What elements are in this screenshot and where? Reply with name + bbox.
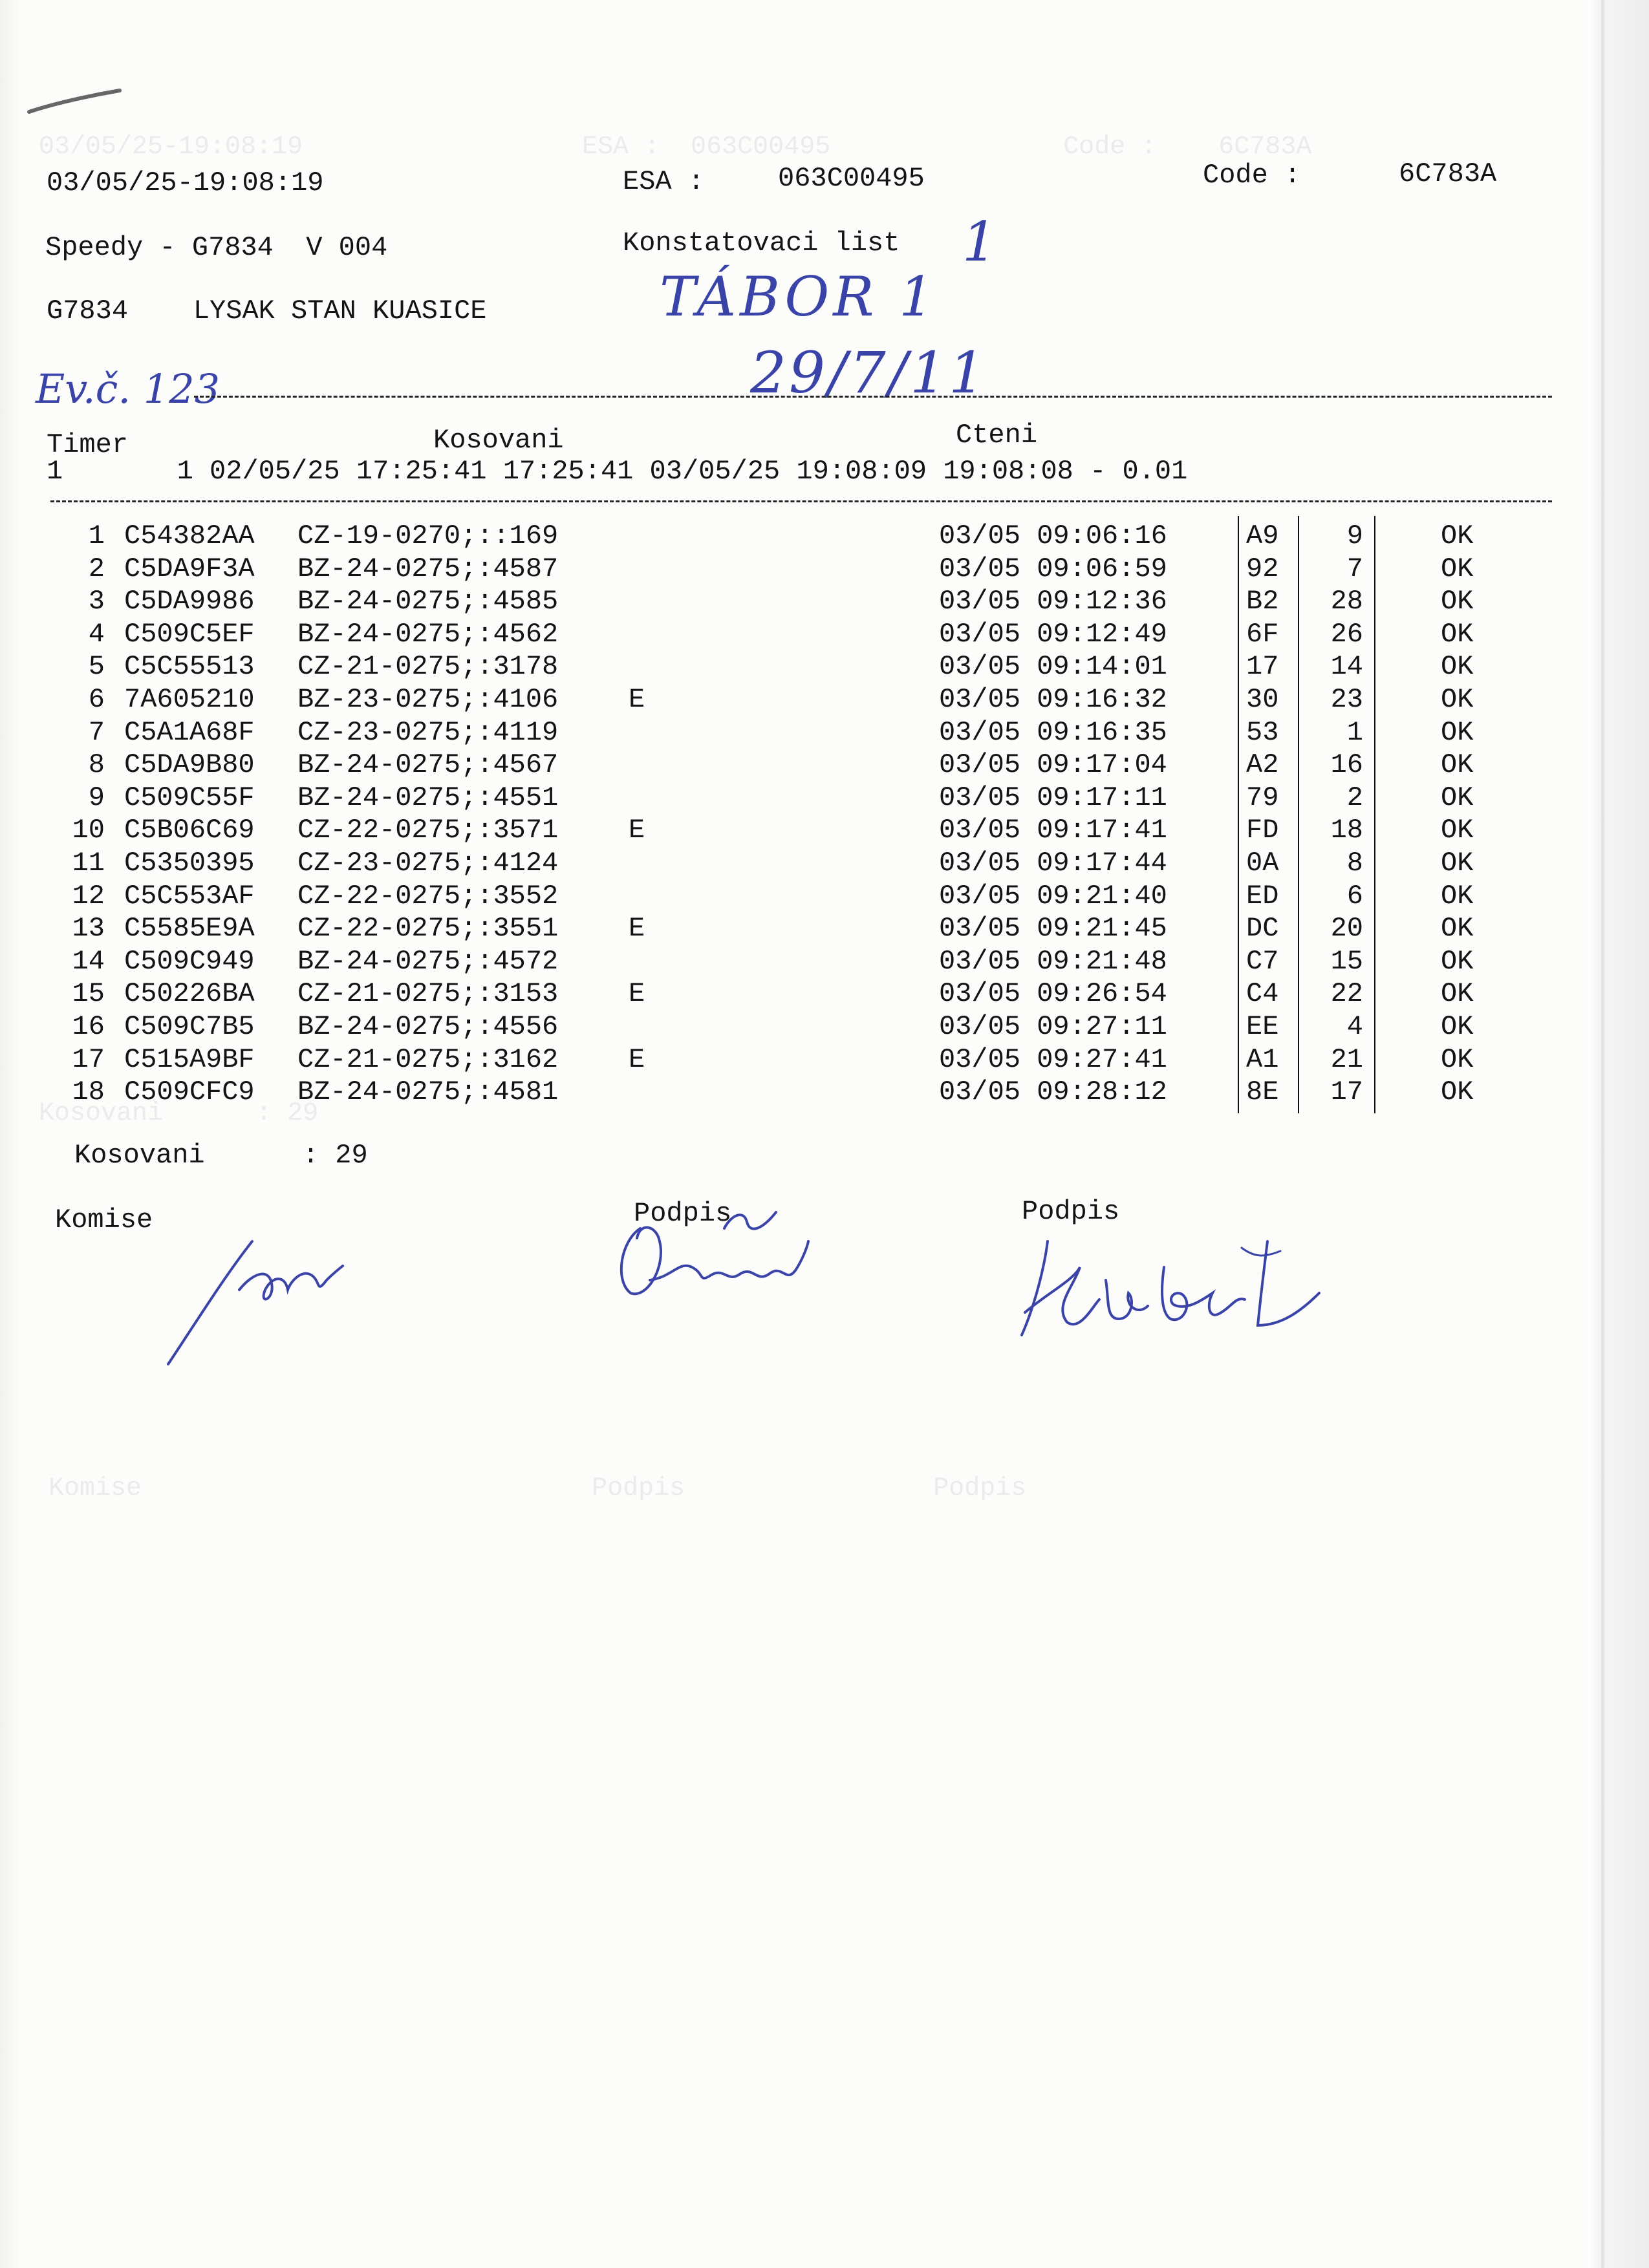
entry-number: 7 xyxy=(88,717,105,748)
entry-hex-code: 8E xyxy=(1246,1076,1279,1107)
entry-ring-id: CZ-22-0275;:3551 xyxy=(297,913,559,944)
entry-status: OK xyxy=(1441,881,1474,912)
entry-ring-id: BZ-24-0275;:4562 xyxy=(297,619,559,650)
entry-flag: E xyxy=(629,978,645,1009)
entry-ring-id: CZ-23-0275;:4119 xyxy=(297,717,559,748)
entry-time: 03/05 09:17:04 xyxy=(939,749,1167,780)
entry-ring-id: CZ-19-0270;::169 xyxy=(297,520,559,551)
entry-status: OK xyxy=(1441,586,1474,617)
table-column-rule xyxy=(1238,516,1239,1113)
entry-status: OK xyxy=(1441,749,1474,780)
entry-chip-id: C5C55513 xyxy=(124,651,255,682)
entry-status: OK xyxy=(1441,520,1474,551)
entry-time: 03/05 09:21:40 xyxy=(939,881,1167,912)
entry-position: 7 xyxy=(1346,553,1363,584)
entry-number: 3 xyxy=(88,586,105,617)
komise-label: Komise xyxy=(55,1204,153,1236)
entry-flag: E xyxy=(629,684,645,715)
entry-chip-id: C509CFC9 xyxy=(124,1076,255,1107)
podpis-signature-2 xyxy=(1009,1228,1345,1358)
entry-number: 4 xyxy=(88,619,105,650)
entry-hex-code: DC xyxy=(1246,913,1279,944)
entry-number: 1 xyxy=(88,520,105,551)
code-label: Code : xyxy=(1203,160,1301,191)
entry-number: 15 xyxy=(72,978,105,1009)
entry-chip-id: C509C7B5 xyxy=(124,1011,255,1042)
entry-hex-code: 0A xyxy=(1246,848,1279,879)
entry-chip-id: C515A9BF xyxy=(124,1044,255,1075)
entry-chip-id: C5B06C69 xyxy=(124,815,255,846)
entry-position: 1 xyxy=(1346,717,1363,748)
form-title: Konstatovaci list xyxy=(623,228,900,259)
entry-time: 03/05 09:14:01 xyxy=(939,651,1167,682)
entry-status: OK xyxy=(1441,1076,1474,1107)
entry-ring-id: BZ-24-0275;:4572 xyxy=(297,946,559,977)
separator-line xyxy=(50,500,1552,502)
entry-ring-id: CZ-23-0275;:4124 xyxy=(297,848,559,879)
table-column-rule xyxy=(1298,516,1299,1113)
separator-line xyxy=(194,396,1552,398)
entry-ring-id: BZ-24-0275;:4551 xyxy=(297,782,559,813)
entry-position: 2 xyxy=(1346,782,1363,813)
entry-position: 16 xyxy=(1330,749,1363,780)
entry-hex-code: ED xyxy=(1246,881,1279,912)
entry-chip-id: 7A605210 xyxy=(124,684,255,715)
entry-number: 16 xyxy=(72,1011,105,1042)
entry-hex-code: 53 xyxy=(1246,717,1279,748)
entry-number: 5 xyxy=(88,651,105,682)
entry-number: 18 xyxy=(72,1076,105,1107)
kosovani-total: Kosovani : 29 xyxy=(74,1140,368,1171)
podpis-label-1: Podpis xyxy=(634,1198,732,1229)
entry-status: OK xyxy=(1441,1011,1474,1042)
entry-ring-id: BZ-24-0275;:4581 xyxy=(297,1076,559,1107)
entry-number: 17 xyxy=(72,1044,105,1075)
code-value: 6C783A xyxy=(1399,158,1497,189)
entry-time: 03/05 09:26:54 xyxy=(939,978,1167,1009)
entry-flag: E xyxy=(629,913,645,944)
entry-hex-code: 17 xyxy=(1246,651,1279,682)
entry-hex-code: C4 xyxy=(1246,978,1279,1009)
entry-time: 03/05 09:12:36 xyxy=(939,586,1167,617)
entry-number: 14 xyxy=(72,946,105,977)
entry-hex-code: 6F xyxy=(1246,619,1279,650)
entry-position: 17 xyxy=(1330,1076,1363,1107)
entry-time: 03/05 09:17:11 xyxy=(939,782,1167,813)
entry-status: OK xyxy=(1441,619,1474,650)
entry-status: OK xyxy=(1441,782,1474,813)
entry-hex-code: A9 xyxy=(1246,520,1279,551)
entry-ring-id: BZ-23-0275;:4106 xyxy=(297,684,559,715)
entry-hex-code: FD xyxy=(1246,815,1279,846)
timer-label: Timer xyxy=(47,429,129,460)
handwritten-date: 29/7/11 xyxy=(750,339,988,406)
entry-time: 03/05 09:17:41 xyxy=(939,815,1167,846)
entry-position: 8 xyxy=(1346,848,1363,879)
entry-ring-id: CZ-21-0275;:3153 xyxy=(297,978,559,1009)
entry-position: 14 xyxy=(1330,651,1363,682)
entry-chip-id: C54382AA xyxy=(124,520,255,551)
entry-hex-code: 30 xyxy=(1246,684,1279,715)
entry-number: 2 xyxy=(88,553,105,584)
entry-status: OK xyxy=(1441,848,1474,879)
entry-number: 13 xyxy=(72,913,105,944)
table-column-rule xyxy=(1374,516,1375,1113)
entry-time: 03/05 09:12:49 xyxy=(939,619,1167,650)
entry-hex-code: B2 xyxy=(1246,586,1279,617)
entry-chip-id: C509C55F xyxy=(124,782,255,813)
bleed-through-text: Komise Podpis Podpis xyxy=(48,1474,1027,1503)
entry-number: 9 xyxy=(88,782,105,813)
entry-time: 03/05 09:17:44 xyxy=(939,848,1167,879)
entry-status: OK xyxy=(1441,553,1474,584)
entry-position: 23 xyxy=(1330,684,1363,715)
entry-status: OK xyxy=(1441,815,1474,846)
entry-status: OK xyxy=(1441,684,1474,715)
handwritten-list-number: 1 xyxy=(962,210,997,273)
entry-time: 03/05 09:21:45 xyxy=(939,913,1167,944)
entry-time: 03/05 09:27:41 xyxy=(939,1044,1167,1075)
entry-chip-id: C5585E9A xyxy=(124,913,255,944)
entry-ring-id: CZ-22-0275;:3552 xyxy=(297,881,559,912)
entry-ring-id: CZ-21-0275;:3178 xyxy=(297,651,559,682)
entry-time: 03/05 09:28:12 xyxy=(939,1076,1167,1107)
entry-position: 26 xyxy=(1330,619,1363,650)
entry-position: 15 xyxy=(1330,946,1363,977)
cteni-label: Cteni xyxy=(956,420,1038,451)
entry-hex-code: C7 xyxy=(1246,946,1279,977)
entry-status: OK xyxy=(1441,978,1474,1009)
entry-chip-id: C5A1A68F xyxy=(124,717,255,748)
komise-signature xyxy=(155,1228,362,1377)
device-info: Speedy - G7834 V 004 xyxy=(45,232,388,263)
timer-row: 1 1 02/05/25 17:25:41 17:25:41 03/05/25 19:08:09 19:08:08 - 0.01 xyxy=(47,456,1188,487)
podpis-label-2: Podpis xyxy=(1022,1196,1120,1227)
entry-time: 03/05 09:06:59 xyxy=(939,553,1167,584)
pencil-mark xyxy=(26,83,129,122)
entry-status: OK xyxy=(1441,913,1474,944)
entry-position: 22 xyxy=(1330,978,1363,1009)
entry-number: 12 xyxy=(72,881,105,912)
entry-ring-id: CZ-21-0275;:3162 xyxy=(297,1044,559,1075)
entry-ring-id: BZ-24-0275;:4587 xyxy=(297,553,559,584)
entry-hex-code: 79 xyxy=(1246,782,1279,813)
entry-time: 03/05 09:16:32 xyxy=(939,684,1167,715)
entry-flag: E xyxy=(629,1044,645,1075)
entry-hex-code: 92 xyxy=(1246,553,1279,584)
entry-time: 03/05 09:06:16 xyxy=(939,520,1167,551)
owner-info: G7834 LYSAK STAN KUASICE xyxy=(47,295,487,326)
podpis-signature-1 xyxy=(601,1203,834,1325)
entry-position: 6 xyxy=(1346,881,1363,912)
entry-flag: E xyxy=(629,815,645,846)
entry-chip-id: C50226BA xyxy=(124,978,255,1009)
entry-ring-id: CZ-22-0275;:3571 xyxy=(297,815,559,846)
entry-chip-id: C5350395 xyxy=(124,848,255,879)
entry-position: 4 xyxy=(1346,1011,1363,1042)
entry-number: 10 xyxy=(72,815,105,846)
bleed-through-text: 03/05/25-19:08:19 ESA : 063C00495 Code : 6C783A xyxy=(39,133,1312,162)
report-timestamp: 03/05/25-19:08:19 xyxy=(47,167,324,198)
entry-hex-code: A2 xyxy=(1246,749,1279,780)
entry-number: 6 xyxy=(88,684,105,715)
entry-chip-id: C509C949 xyxy=(124,946,255,977)
entry-ring-id: BZ-24-0275;:4567 xyxy=(297,749,559,780)
entry-position: 18 xyxy=(1330,815,1363,846)
entry-chip-id: C509C5EF xyxy=(124,619,255,650)
entry-position: 9 xyxy=(1346,520,1363,551)
entry-status: OK xyxy=(1441,717,1474,748)
handwritten-evidence-number: Ev.č. 123 xyxy=(36,365,221,412)
esa-value: 063C00495 xyxy=(778,163,925,194)
entry-position: 21 xyxy=(1330,1044,1363,1075)
entry-chip-id: C5DA9B80 xyxy=(124,749,255,780)
entry-time: 03/05 09:21:48 xyxy=(939,946,1167,977)
entry-chip-id: C5C553AF xyxy=(124,881,255,912)
entry-position: 28 xyxy=(1330,586,1363,617)
entry-hex-code: EE xyxy=(1246,1011,1279,1042)
handwritten-place: TÁBOR 1 xyxy=(660,265,938,328)
entry-time: 03/05 09:16:35 xyxy=(939,717,1167,748)
kosovani-label: Kosovani xyxy=(433,425,564,456)
entry-hex-code: A1 xyxy=(1246,1044,1279,1075)
entry-number: 8 xyxy=(88,749,105,780)
entry-time: 03/05 09:27:11 xyxy=(939,1011,1167,1042)
entry-chip-id: C5DA9986 xyxy=(124,586,255,617)
entry-status: OK xyxy=(1441,651,1474,682)
entry-position: 20 xyxy=(1330,913,1363,944)
entry-ring-id: BZ-24-0275;:4556 xyxy=(297,1011,559,1042)
entry-ring-id: BZ-24-0275;:4585 xyxy=(297,586,559,617)
entry-chip-id: C5DA9F3A xyxy=(124,553,255,584)
esa-label: ESA : xyxy=(623,166,705,197)
entry-number: 11 xyxy=(72,848,105,879)
bleed-through-text: Kosovani : 29 xyxy=(39,1099,319,1128)
entry-status: OK xyxy=(1441,1044,1474,1075)
entry-status: OK xyxy=(1441,946,1474,977)
